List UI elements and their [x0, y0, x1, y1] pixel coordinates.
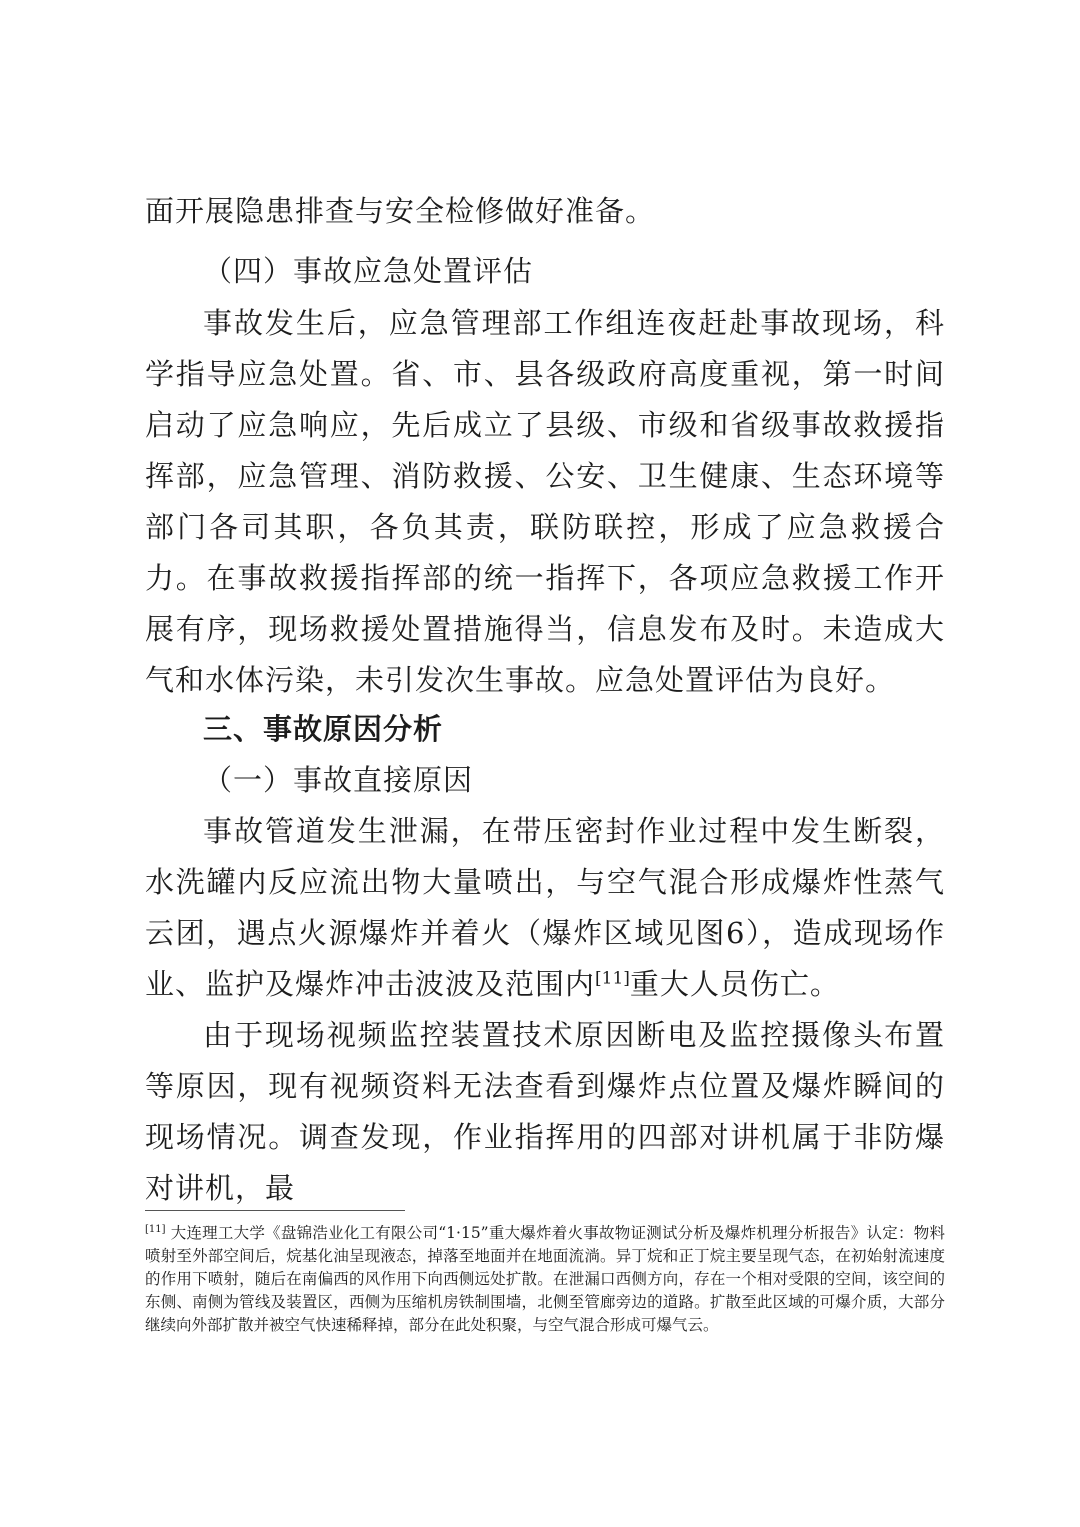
- chapter-heading-3: 三、事故原因分析: [203, 712, 444, 746]
- footnote-marker: [11]: [145, 1223, 166, 1235]
- footnote-reference[interactable]: [11]: [595, 968, 630, 989]
- paragraph-emergency-evaluation: 事故发生后，应急管理部工作组连夜赶赴事故现场，科学指导应急处置。省、市、县各级政府高度重视，第一时间启动了应急响应，先后成立了县级、市级和省级事故救援指挥部，应急管理、消防救援、公安、卫生健康、生态环境等部门各司其职，各负其责，联防联控，形成了应急救援合力。在事故救援指挥部的统一指挥下，各项应急救援工作开展有序，现场救援处置措施得当，信息发布及时。未造成大气和水体污染，未引发次生事故。应急处置评估为良好。: [145, 306, 945, 697]
- footnote-divider: [145, 1210, 405, 1211]
- paragraph-video-evidence: 由于现场视频监控装置技术原因断电及监控摄像头布置等原因，现有视频资料无法查看到爆炸点位置及爆炸瞬间的现场情况。调查发现，作业指挥用的四部对讲机属于非防爆对讲机，最: [145, 1018, 945, 1205]
- section-heading-4: （四）事故应急处置评估: [203, 254, 534, 288]
- paragraph-direct-cause-text: 事故管道发生泄漏，在带压密封作业过程中发生断裂，水洗罐内反应流出物大量喷出，与空气混合形成爆炸性蒸气云团，遇点火源爆炸并着火（爆炸区域见图6），造成现场作业、监护及爆炸冲击波波及范围内: [145, 814, 945, 1001]
- paragraph-direct-cause-tail: 重大人员伤亡。: [629, 967, 840, 1001]
- paragraph-direct-cause: [145, 806, 945, 1010]
- footnote-text: 大连理工大学《盘锦浩业化工有限公司“1·15”重大爆炸着火事故物证测试分析及爆炸机理分析报告》认定：物料喷射至外部空间后，烷基化油呈现液态，掉落至地面并在地面流淌。异丁烷和正丁烷主要呈现气态，在初始射流速度的作用下喷射，随后在南偏西的风作用下向西侧远处扩散。在泄漏口西侧方向，存在一个相对受限的空间，该空间的东侧、南侧为管线及装置区，西侧为压缩机房铁制围墙，北侧至管廊旁边的道路。扩散至此区域的可爆介质，大部分继续向外部扩散并被空气快速稀释掉，部分在此处积聚，与空气混合形成可爆气云。: [145, 1224, 945, 1334]
- footnote: [145, 1222, 945, 1337]
- section-heading-1: （一）事故直接原因: [203, 763, 474, 797]
- paragraph-continuation: 面开展隐患排查与安全检修做好准备。: [145, 194, 656, 228]
